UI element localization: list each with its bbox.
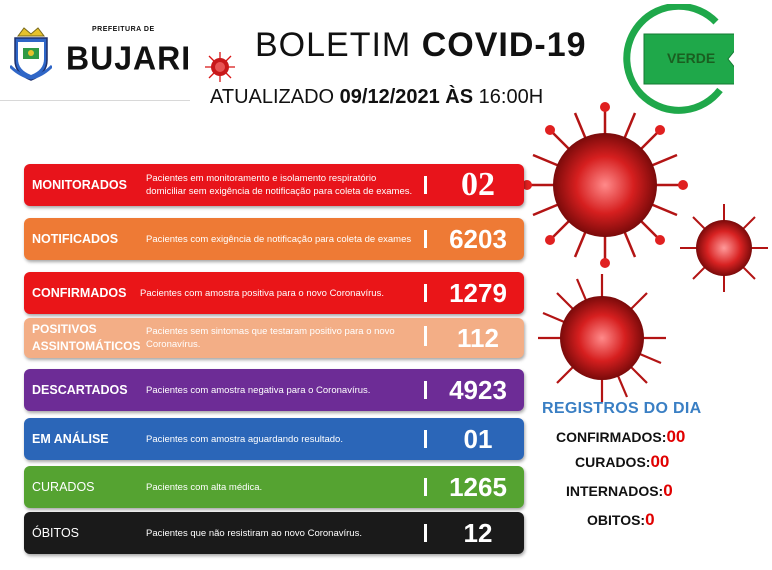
page-title: BOLETIM COVID-19 (255, 26, 587, 64)
row-value: 112 (457, 322, 499, 353)
row-confirmados (24, 272, 524, 314)
row-label: DESCARTADOS (32, 383, 128, 397)
row-description: Pacientes com amostra positiva para o novo Coronavírus. (140, 287, 384, 299)
row-divider (424, 284, 427, 302)
row-divider (424, 524, 427, 542)
row-divider (424, 430, 427, 448)
city-crest-icon (10, 26, 52, 82)
row-label: POSITIVOS ASSINTOMÁTICOS (32, 322, 141, 353)
row-divider (424, 478, 427, 496)
row-description: Pacientes em monitoramento e isolamento respiratório domiciliar sem exigência de notificação para coleta de exames. (146, 173, 413, 197)
registro-confirmados: CONFIRMADOS:00 (556, 427, 686, 446)
row-divider (424, 381, 427, 399)
row-label: NOTIFICADOS (32, 232, 119, 246)
row-value: 12 (463, 517, 493, 548)
row-divider (424, 230, 427, 248)
row-value: 02 (461, 166, 495, 203)
row-label: EM ANÁLISE (32, 432, 109, 446)
row-label: CONFIRMADOS (32, 286, 127, 300)
virus-icon (676, 200, 772, 296)
row-description: Pacientes com amostra aguardando resultado. (146, 433, 343, 445)
row-label: CURADOS (32, 480, 95, 494)
row-descartados (24, 369, 524, 411)
row-divider (424, 176, 427, 194)
prefeitura-label: PREFEITURA DE (92, 26, 155, 33)
row-value: 6203 (449, 223, 507, 254)
row-obitos (24, 512, 524, 554)
row-value: 1265 (449, 471, 507, 502)
virus-icon (520, 100, 690, 270)
row-value: 1279 (449, 277, 507, 308)
prefeitura-logo (10, 18, 192, 96)
row-description: Pacientes com alta médica. (146, 481, 263, 493)
registro-obitos: OBITOS:0 (587, 510, 655, 529)
status-flag-label: VERDE (667, 50, 716, 66)
row-em-analise (24, 418, 524, 460)
registro-internados: INTERNADOS:0 (566, 481, 673, 500)
row-assintomaticos (24, 318, 524, 358)
virus-icon (532, 268, 672, 408)
row-curados (24, 466, 524, 508)
row-divider (424, 326, 427, 346)
row-label: MONITORADOS (32, 178, 127, 192)
row-notificados (24, 218, 524, 260)
row-value: 01 (463, 423, 493, 454)
updated-timestamp: ATUALIZADO 09/12/2021 ÀS 16:00H (210, 86, 544, 108)
row-description: Pacientes com amostra negativa para o Coronavírus. (146, 384, 371, 396)
city-name: BUJARI (66, 39, 192, 77)
registro-curados: CURADOS:00 (575, 452, 670, 471)
header-divider (0, 100, 190, 101)
registros-title: REGISTROS DO DIA (542, 400, 702, 417)
virus-icon (203, 50, 237, 84)
row-description: Pacientes sem sintomas que testaram positivo para o novo Coronavírus. (146, 326, 395, 350)
row-description: Pacientes que não resistiram ao novo Coronavírus. (146, 527, 362, 539)
row-monitorados (24, 164, 524, 206)
row-description: Pacientes com exigência de notificação para coleta de exames (146, 233, 412, 245)
row-label: ÓBITOS (32, 526, 80, 540)
row-value: 4923 (449, 374, 507, 405)
